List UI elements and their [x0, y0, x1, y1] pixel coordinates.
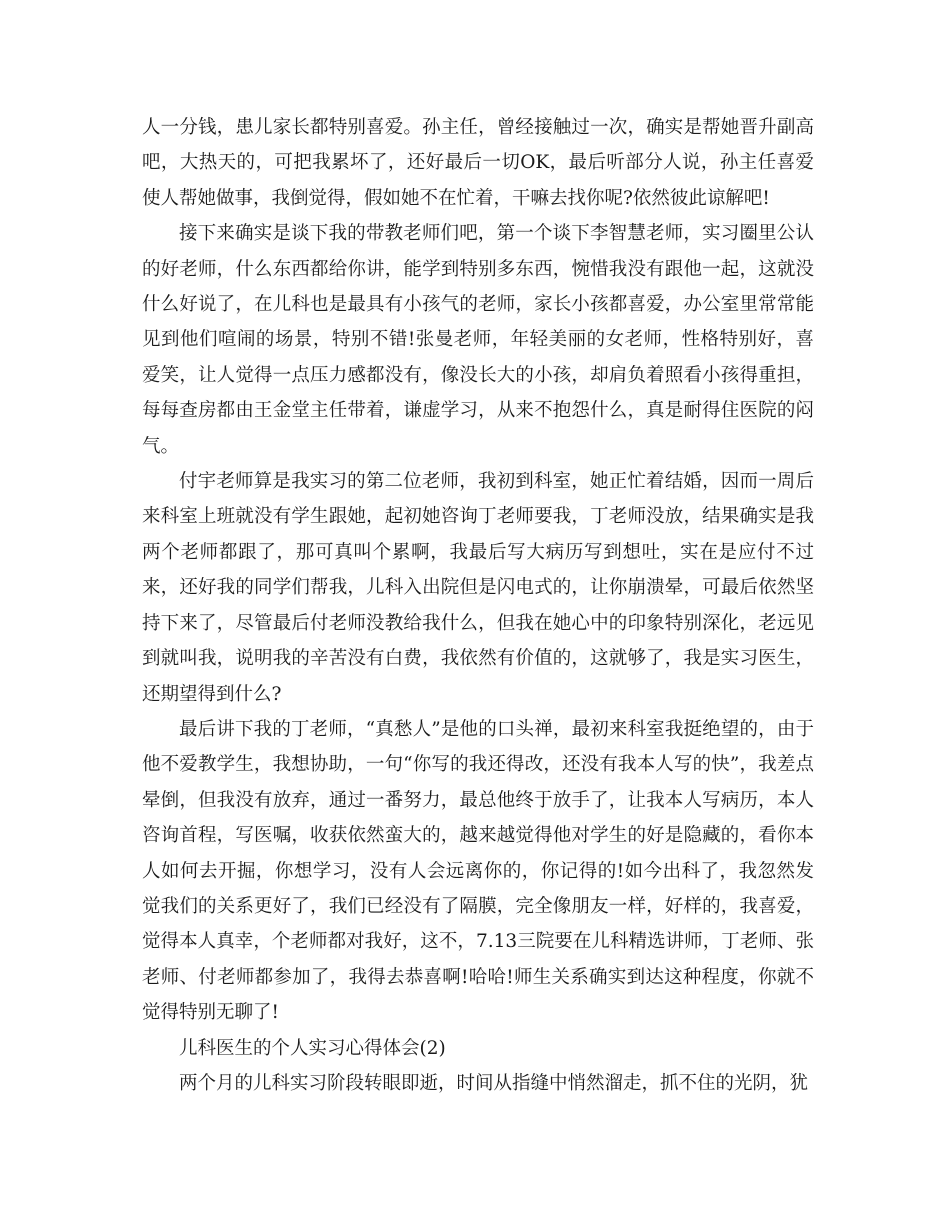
paragraph-teacher-fu: 付宇老师算是我实习的第二位老师，我初到科室，她正忙着结婚，因而一周后来科室上班就没有学生跟她，起初她咨询丁老师要我，丁老师没放，结果确实是我两个老师都跟了，那可真叫个累啊，我最后写大病历写到想吐，实在是应付不过来，还好我的同学们帮我，儿科入出院但是闪电式的，让你崩溃晕，可最后依然坚持下来了，尽管最后付老师没教给我什么，但我在她心中的印象特别深化，老远见到就叫我，说明我的辛苦没有白费，我依然有价值的，这就够了，我是实习医生，还期望得到什么?: [142, 471, 814, 705]
section-heading: 儿科医生的个人实习心得体会(2): [179, 1037, 446, 1059]
paragraph-teacher-ding: 最后讲下我的丁老师，“真愁人”是他的口头禅，最初来科室我挺绝望的，由于他不爱教学生，我想协助，一句“你写的我还得改，还没有我本人写的快”，我差点晕倒，但我没有放弃，通过一番努力，最总他终于放手了，让我本人写病历，本人咨询首程，写医嘱，收获依然蛮大的，越来越觉得他对学生的好是隐藏的，看你本人如何去开掘，你想学习，没有人会远离你的，你记得的!如今出科了，我忽然发觉我们的关系更好了，我们已经没有了隔膜，完全像朋友一样，好样的，我喜爱，觉得本人真幸，个老师都对我好，这不，7.13三院要在儿科精选讲师，丁老师、张老师、付老师都参加了，我得去恭喜啊!哈哈!师生关系确实到达这种程度，你就不觉得特别无聊了!: [142, 718, 814, 1024]
paragraph-teachers-intro: 接下来确实是谈下我的带教老师们吧，第一个谈下李智慧老师，实习圈里公认的好老师，什么东西都给你讲，能学到特别多东西，惋惜我没有跟他一起，这就没什么好说了，在儿科也是最具有小孩气的老师，家长小孩都喜爱，办公室里常常能见到他们喧闹的场景，特别不错!张曼老师，年轻美丽的女老师，性格特别好，喜爱笑，让人觉得一点压力感都没有，像没长大的小孩，却肩负着照看小孩得重担，每每查房都由王金堂主任带着，谦虚学习，从来不抱怨什么，真是耐得住医院的闷气。: [142, 223, 814, 457]
paragraph-section-start: 两个月的儿科实习阶段转眼即逝，时间从指缝中悄然溜走，抓不住的光阴，犹: [179, 1072, 809, 1094]
paragraph-continuation: 人一分钱，患儿家长都特别喜爱。孙主任，曾经接触过一次，确实是帮她晋升副高吧，大热天的，可把我累坏了，还好最后一切OK，最后听部分人说，孙主任喜爱使人帮她做事，我倒觉得，假如她不在忙着，干嘛去找你呢?依然彼此谅解吧!: [142, 117, 814, 209]
document-body: [142, 110, 814, 1101]
